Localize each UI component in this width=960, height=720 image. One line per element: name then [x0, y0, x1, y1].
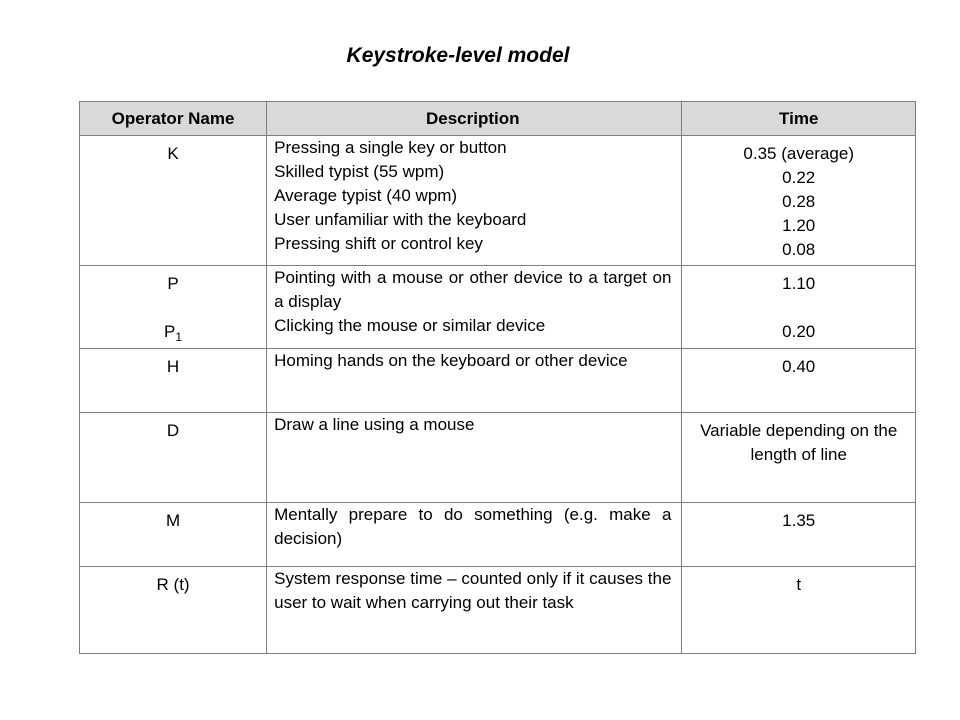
- time-value: 0.08: [782, 240, 816, 259]
- time-value: 0.22: [782, 168, 816, 187]
- header-description: Description: [267, 102, 682, 136]
- time-value: 1.20: [782, 216, 816, 235]
- time-cell: [682, 266, 916, 349]
- klm-table: [79, 101, 916, 654]
- time-value: 1.10: [782, 274, 816, 293]
- operator-cell: R (t): [80, 567, 267, 654]
- time-value: 0.28: [782, 192, 816, 211]
- description-cell: [267, 266, 682, 349]
- time-cell: Variable depending on the length of line: [682, 413, 916, 503]
- operator-cell: D: [80, 413, 267, 503]
- description-cell: System response time – counted only if it causes the user to wait when carrying out their task: [267, 567, 682, 654]
- table-row: [80, 413, 916, 503]
- table-header-row: [80, 102, 916, 136]
- operator-label: P: [167, 274, 179, 293]
- table-row: [80, 266, 916, 349]
- operator-label-subscript: $P_1$: [164, 322, 183, 344]
- time-cell: 1.35: [682, 503, 916, 567]
- description-line: Clicking the mouse or similar device: [274, 316, 546, 335]
- header-time: Time: [682, 102, 916, 136]
- description-cell: [267, 136, 682, 266]
- time-cell: [682, 136, 916, 266]
- time-value: 0.35 (average): [743, 144, 854, 163]
- description-line: Skilled typist (55 wpm): [274, 162, 445, 181]
- table-row: [80, 136, 916, 266]
- description-line: Average typist (40 wpm): [274, 186, 458, 205]
- time-value: 0.20: [782, 322, 816, 341]
- time-cell: t: [682, 567, 916, 654]
- table-row: [80, 503, 916, 567]
- description-cell: Draw a line using a mouse: [267, 413, 682, 503]
- table-row: [80, 349, 916, 413]
- description-line: User unfamiliar with the keyboard: [274, 210, 527, 229]
- description-cell: Mentally prepare to do something (e.g. make a decision): [267, 503, 682, 567]
- description-line: Pressing a single key or button: [274, 138, 507, 157]
- header-operator-name: Operator Name: [80, 102, 267, 136]
- operator-cell: [80, 136, 267, 266]
- operator-cell: H: [80, 349, 267, 413]
- operator-label: K: [167, 144, 179, 163]
- operator-cell: M: [80, 503, 267, 567]
- table-row: [80, 567, 916, 654]
- description-line: Pressing shift or control key: [274, 234, 483, 253]
- page-title: Keystroke-level model: [346, 44, 570, 67]
- operator-cell: [80, 266, 267, 349]
- description-cell: Homing hands on the keyboard or other device: [267, 349, 682, 413]
- description-line: Pointing with a mouse or other device to a target on a display: [274, 268, 672, 311]
- time-cell: 0.40: [682, 349, 916, 413]
